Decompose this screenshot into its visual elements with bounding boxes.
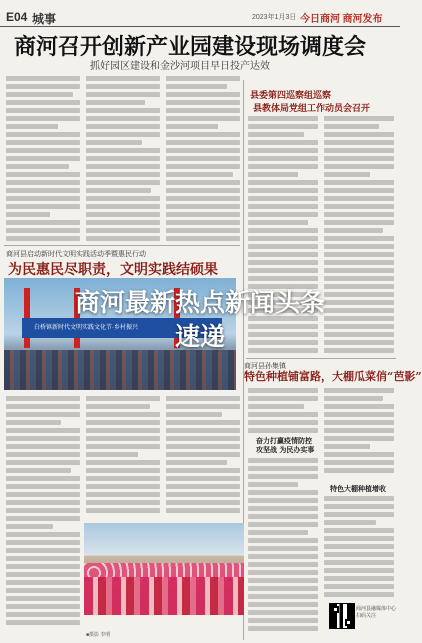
middle-subheading-2: 攻坚战 为民办实事 bbox=[256, 445, 315, 454]
lower-column-2 bbox=[86, 396, 160, 520]
article-column-3 bbox=[166, 76, 240, 242]
qr-code-icon[interactable] bbox=[330, 604, 354, 628]
side-box-subtitle: 县教体局党组工作动员会召开 bbox=[253, 104, 371, 114]
dance-photo bbox=[84, 523, 244, 615]
dancers bbox=[84, 577, 244, 615]
right-section-divider bbox=[246, 358, 396, 359]
overlay-title-line-1: 商河最新热点新闻头条 bbox=[74, 288, 325, 317]
right-lower-column-2b bbox=[324, 496, 394, 600]
right-lower-column-1b bbox=[248, 458, 318, 634]
overlay-title bbox=[0, 286, 400, 354]
right-story-kicker: 商河县孙集镇 bbox=[244, 362, 286, 370]
right-lower-column-2 bbox=[324, 388, 394, 480]
right-story-headline: 特色种植铺富路，大棚瓜菜俏“芭影” bbox=[244, 370, 422, 383]
brand-logo: 今日商河 商河发布 bbox=[300, 14, 383, 25]
crowd bbox=[4, 350, 236, 390]
section-code: E04 bbox=[6, 10, 28, 24]
main-subhead: 抓好园区建设和金沙河项目早日投产达效 bbox=[90, 61, 270, 72]
lower-column-3 bbox=[166, 396, 240, 520]
qr-caption: 商河县融媒体中心 扫码关注 bbox=[356, 606, 397, 619]
story-headline: 为民惠民尽职责，文明实践结硕果 bbox=[8, 262, 218, 278]
photo-caption: ■摄影 李明 bbox=[86, 632, 111, 638]
section-name: 城事 bbox=[32, 12, 57, 26]
section-divider bbox=[4, 245, 240, 246]
stage-banner-text: 白桥镇新时代文明实践文化节·乡村振兴 bbox=[34, 325, 138, 331]
article-column-1 bbox=[6, 76, 80, 242]
right-subheading: 特色大棚种植增收 bbox=[330, 484, 386, 493]
side-box-title: 县委第四巡察组巡察 bbox=[250, 91, 332, 101]
page-header bbox=[0, 0, 400, 30]
lower-column-1 bbox=[6, 396, 80, 634]
header-divider bbox=[0, 26, 400, 27]
overlay-title-line-2: 速递 bbox=[174, 322, 225, 351]
article-column-2 bbox=[86, 76, 160, 242]
story-kicker: 商河县启动新时代文明实践活动季暨惠民行动 bbox=[6, 250, 146, 258]
middle-subheading: 奋力打赢疫情防控 bbox=[256, 436, 312, 445]
right-lower-column-1 bbox=[248, 388, 318, 434]
issue-date: 2023年1月3日 bbox=[252, 14, 297, 21]
main-headline: 商河召开创新产业园建设现场调度会 bbox=[14, 34, 367, 60]
